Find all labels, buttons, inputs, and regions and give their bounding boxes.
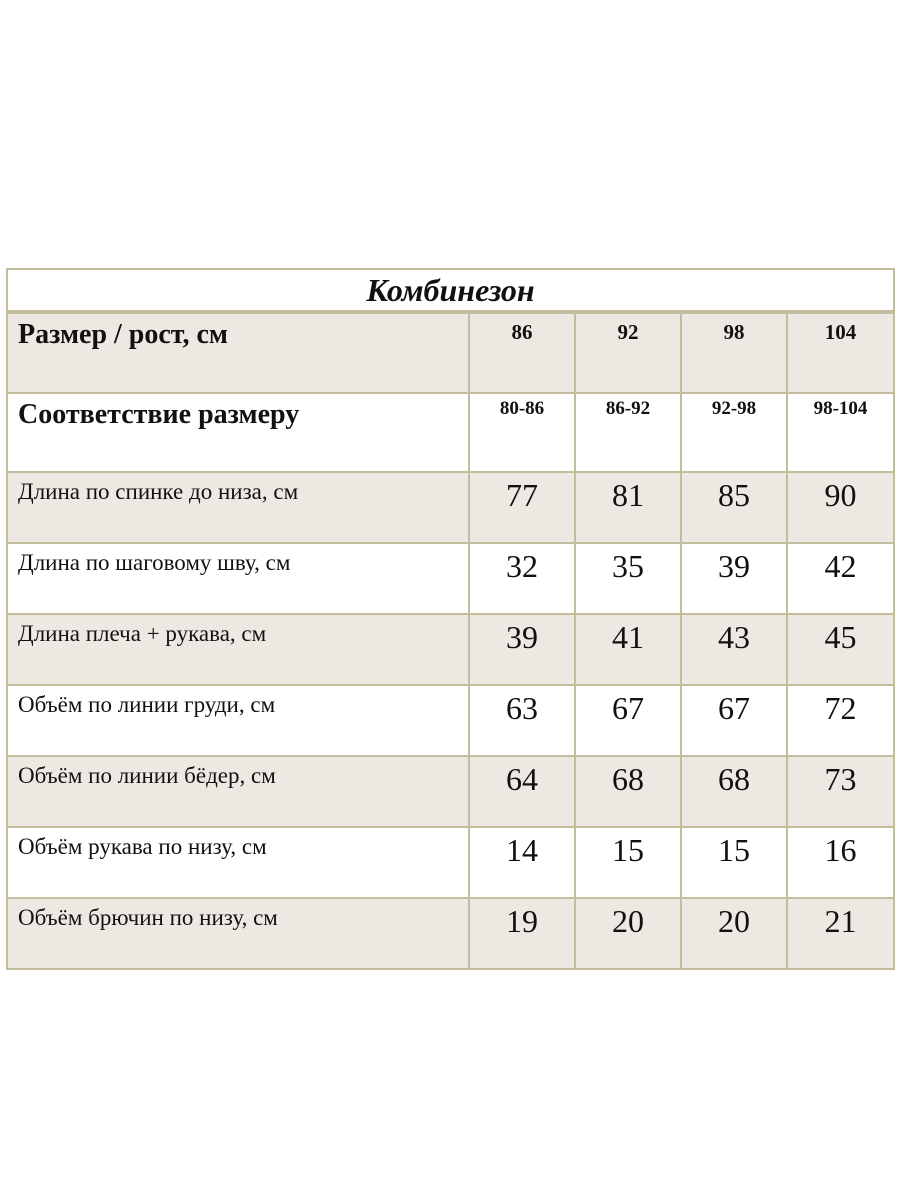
table-row bbox=[7, 472, 894, 543]
row-value: 81 bbox=[575, 472, 681, 543]
row-label: Объём по линии груди, см bbox=[7, 685, 469, 756]
row-value: 15 bbox=[575, 827, 681, 898]
size-row bbox=[7, 312, 894, 393]
table-row bbox=[7, 685, 894, 756]
match-value: 80-86 bbox=[469, 393, 575, 472]
row-label: Объём рукава по низу, см bbox=[7, 827, 469, 898]
row-value: 67 bbox=[681, 685, 787, 756]
row-value: 43 bbox=[681, 614, 787, 685]
size-value: 86 bbox=[469, 312, 575, 393]
row-value: 21 bbox=[787, 898, 894, 969]
row-label: Длина плеча + рукава, см bbox=[7, 614, 469, 685]
row-value: 15 bbox=[681, 827, 787, 898]
row-value: 20 bbox=[681, 898, 787, 969]
row-value: 35 bbox=[575, 543, 681, 614]
size-chart-table bbox=[6, 268, 895, 970]
row-value: 72 bbox=[787, 685, 894, 756]
row-value: 45 bbox=[787, 614, 894, 685]
match-value: 86-92 bbox=[575, 393, 681, 472]
size-value: 104 bbox=[787, 312, 894, 393]
row-label: Объём брючин по низу, см bbox=[7, 898, 469, 969]
row-value: 16 bbox=[787, 827, 894, 898]
table-row bbox=[7, 614, 894, 685]
size-value: 98 bbox=[681, 312, 787, 393]
row-value: 32 bbox=[469, 543, 575, 614]
row-value: 41 bbox=[575, 614, 681, 685]
match-value: 92-98 bbox=[681, 393, 787, 472]
table-row bbox=[7, 898, 894, 969]
row-value: 64 bbox=[469, 756, 575, 827]
row-value: 77 bbox=[469, 472, 575, 543]
row-value: 39 bbox=[469, 614, 575, 685]
row-value: 67 bbox=[575, 685, 681, 756]
table-row bbox=[7, 827, 894, 898]
table-row bbox=[7, 543, 894, 614]
row-value: 85 bbox=[681, 472, 787, 543]
row-value: 39 bbox=[681, 543, 787, 614]
row-value: 90 bbox=[787, 472, 894, 543]
row-label: Длина по шаговому шву, см bbox=[7, 543, 469, 614]
table-title: Комбинезон bbox=[7, 269, 894, 312]
row-value: 14 bbox=[469, 827, 575, 898]
size-value: 92 bbox=[575, 312, 681, 393]
row-value: 73 bbox=[787, 756, 894, 827]
match-row bbox=[7, 393, 894, 472]
row-value: 19 bbox=[469, 898, 575, 969]
row-value: 63 bbox=[469, 685, 575, 756]
row-value: 68 bbox=[681, 756, 787, 827]
title-row bbox=[7, 269, 894, 312]
table-row bbox=[7, 756, 894, 827]
row-value: 68 bbox=[575, 756, 681, 827]
row-value: 42 bbox=[787, 543, 894, 614]
size-row-label: Размер / рост, см bbox=[7, 312, 469, 393]
row-label: Объём по линии бёдер, см bbox=[7, 756, 469, 827]
row-value: 20 bbox=[575, 898, 681, 969]
row-label: Длина по спинке до низа, см bbox=[7, 472, 469, 543]
match-value: 98-104 bbox=[787, 393, 894, 472]
match-row-label: Соответствие размеру bbox=[7, 393, 469, 472]
